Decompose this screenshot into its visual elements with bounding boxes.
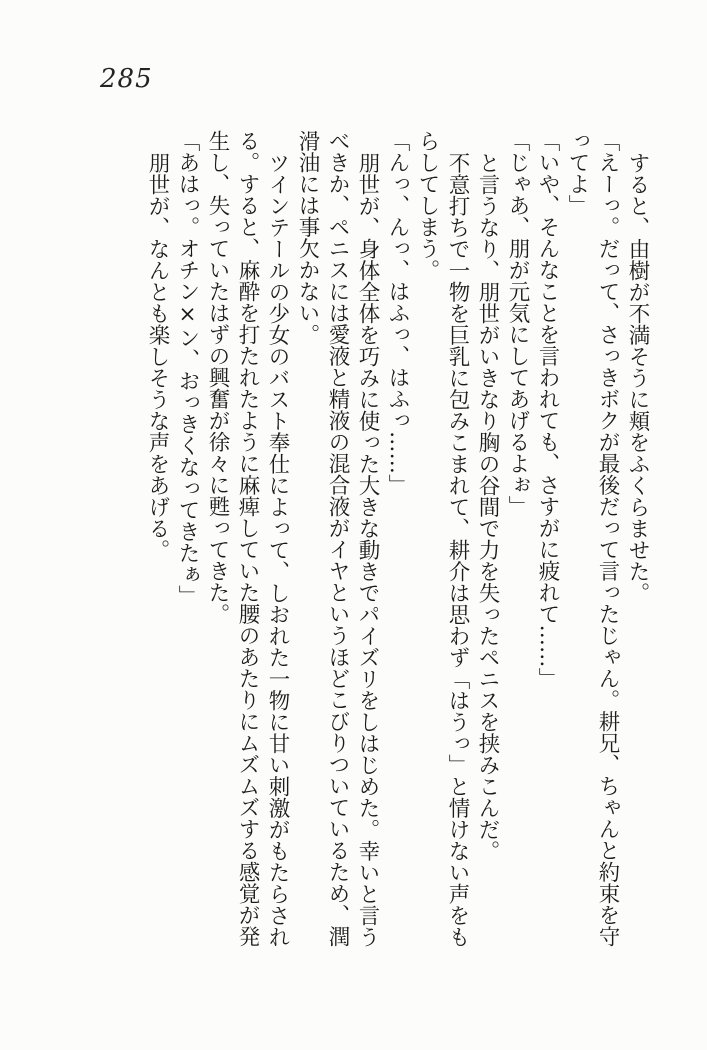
paragraph: 朋世が、なんとも楽しそうな声をあげる。 (145, 151, 170, 560)
paragraph: 「んっ、んっ、はふっ、はふっ……」 (385, 130, 410, 496)
paragraph: 「じゃあ、朋が元気にしてあげるよぉ」 (505, 130, 530, 517)
page-number: 285 (100, 64, 153, 94)
paragraph: 不意打ちで一物を巨乳に包みこまれて、耕介は思わず「はうっ」と情けない声をもらしてしまう。 (415, 130, 470, 947)
paragraph: 「えーっ。だって、さっきボクが最後だって言ったじゃん。耕兄、ちゃんと約束を守ってよ」 (565, 130, 620, 947)
paragraph: 朋世が、身体全体を巧みに使った大きな動きでパイズリをしはじめた。幸いと言うべきか、ペニスには愛液と精液の混合液がイヤというほどこびりついているため、潤滑油には事欠かない。 (295, 130, 380, 947)
paragraph: すると、由樹が不満そうに頬をふくらませた。 (625, 151, 650, 603)
paragraph: 「あはっ。オチン×ン、おっきくなってきたぁ」 (175, 130, 200, 607)
paragraph: 「いや、そんなことを言われても、さすがに疲れて……」 (535, 130, 560, 689)
paragraph: と言うなり、朋世がいきなり胸の谷間で力を失ったペニスを挟みこんだ。 (475, 151, 500, 861)
paragraph: ツインテールの少女のバスト奉仕によって、しおれた一物に甘い刺激がもたらされる。すると、麻酔を打たれたように麻痺していた腰のあたりにムズムズする感覚が発生し、失っていたはずの興奮が徐々に甦ってきた。 (205, 130, 290, 947)
page-text (142, 130, 652, 950)
